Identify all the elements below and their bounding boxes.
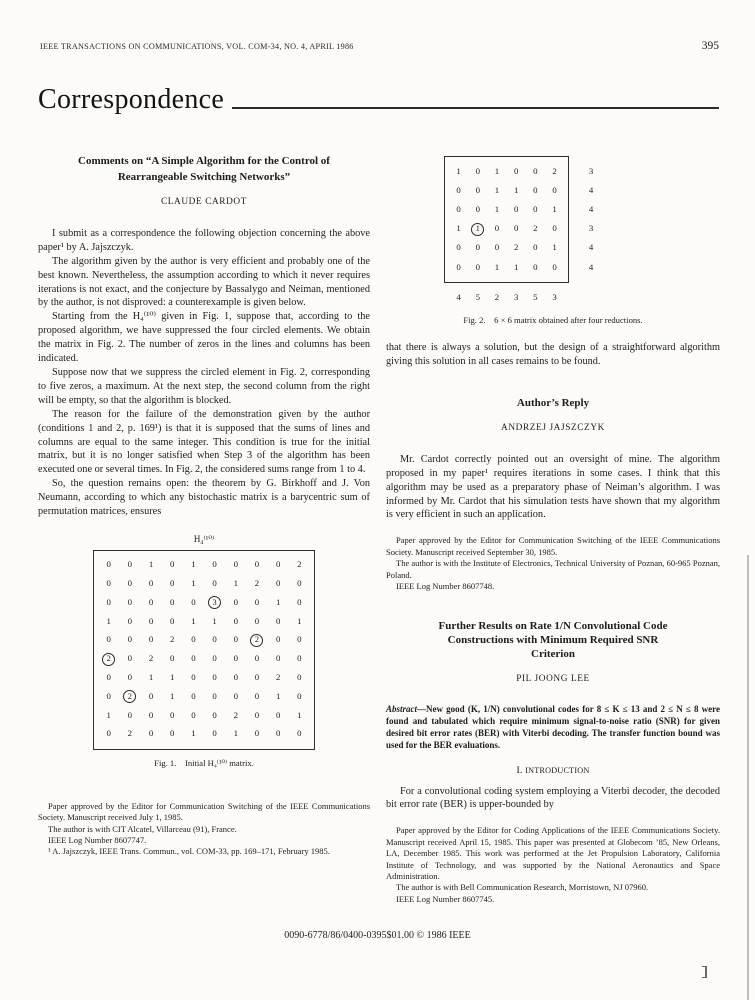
matrix-cell: 1 bbox=[494, 184, 500, 195]
matrix-cell: 0 bbox=[233, 596, 238, 607]
matrix-cell: 2 bbox=[513, 242, 519, 253]
matrix-cell: 0 bbox=[475, 204, 480, 215]
article2-title: Further Results on Rate 1/N Convolutional Code Constructions with Minimum Required SNR Criterion bbox=[438, 620, 668, 661]
article1-paragraph: The reason for the failure of the demonstration given by the author (conditions 1 and 2, p. 169¹) is that it is supposed that the sums of lines and columns are equal to the same integer. This condition is true for the initial matrix, but it is no longer satisfied when Step 3 of the algorithm has been executed one or several times. In Fig. 2, the considered sums range from 1 to 4. bbox=[38, 408, 370, 476]
article1-paragraph: So, the question remains open: the theorem by G. Birkhoff and J. Von Neumann, according to which any bistochastic matrix is a barycentric sum of permutation matrices, ensures bbox=[38, 478, 370, 518]
matrix-cell: 0 bbox=[127, 578, 133, 589]
figure-1-label: H₄⁽¹⁰⁾ bbox=[193, 533, 215, 544]
matrix-cell: 0 bbox=[456, 204, 461, 215]
matrix-cell: 0 bbox=[533, 204, 538, 215]
matrix-cell: 0 bbox=[275, 653, 281, 664]
matrix-cell: 0 bbox=[254, 596, 260, 607]
matrix-cell: 0 bbox=[233, 634, 238, 645]
circled-element: 2 bbox=[250, 634, 263, 647]
matrix-cell: 2 bbox=[297, 559, 302, 570]
matrix-cell: 0 bbox=[533, 261, 538, 272]
col-zero-count: 3 bbox=[552, 291, 557, 302]
matrix-cell: 0 bbox=[148, 615, 154, 626]
footnote: Paper approved by the Editor for Coding Applications of the IEEE Communications Society. Manuscript received April 15, 1985. This paper was presented at Globecom ’85, New Orleans, LA, December 1985. This work was performed at the Jet Propulsion Laboratory, California Institute of Technology, and was supported by the National Aeronautics and Space Administration. bbox=[386, 825, 720, 881]
matrix-cell: 0 bbox=[212, 634, 217, 645]
article1-paragraph: The algorithm given by the author is very efficient and probably one of the best known. Nevertheless, the assumption according to which it never requires iterations is not exact, and the conjecture by Bassalygo and Neiman, mentioned by the author, is not disproved: a counterexample is given below. bbox=[38, 255, 370, 309]
matrix-cell: 0 bbox=[297, 728, 302, 739]
matrix-row bbox=[98, 650, 310, 669]
matrix-cell: 1 bbox=[275, 690, 281, 701]
article2-author: PIL JOONG LEE bbox=[516, 674, 590, 685]
left-column bbox=[38, 148, 370, 858]
matrix-cell: 0 bbox=[297, 596, 302, 607]
matrix-cell: 1 bbox=[494, 165, 500, 176]
circled-element: 3 bbox=[208, 596, 221, 609]
matrix-cell: 1 bbox=[233, 578, 238, 589]
matrix-cell: 0 bbox=[127, 634, 133, 645]
page-header bbox=[40, 40, 719, 52]
matrix-cell: 0 bbox=[456, 261, 461, 272]
reply-body: Mr. Cardot correctly pointed out an oversight of mine. The algorithm proposed in my paper¹ requires iterations in some cases. I think that this algorithm may be used as a preparatory phase of Neiman’s algorithm. I was informed by Mr. Cardot that his simulation tests have shown that my algorithm is very efficient in such an application. bbox=[386, 453, 720, 521]
matrix-cell: 0 bbox=[212, 653, 217, 664]
matrix-cell: 0 bbox=[533, 242, 538, 253]
matrix-row bbox=[98, 631, 310, 650]
matrix-cell: 0 bbox=[552, 223, 557, 234]
matrix-cell: 0 bbox=[456, 184, 461, 195]
matrix-cell: 1 bbox=[106, 615, 111, 626]
row-zero-count: 3 bbox=[588, 165, 594, 176]
right-column bbox=[386, 148, 720, 905]
figure-2-cluster bbox=[444, 156, 597, 307]
matrix-cell: 2 bbox=[254, 578, 260, 589]
matrix-cell: 1 bbox=[513, 261, 519, 272]
matrix-cell: 0 bbox=[297, 578, 302, 589]
matrix-row bbox=[449, 239, 564, 258]
copyright-line: 0090-6778/86/0400-0395$01.00 © 1986 IEEE bbox=[284, 930, 471, 941]
col-zero-count: 4 bbox=[456, 291, 461, 302]
journal-line: IEEE TRANSACTIONS ON COMMUNICATIONS, VOL. COM-34, NO. 4, APRIL 1986 bbox=[40, 42, 354, 51]
article2-footnotes bbox=[386, 825, 720, 905]
matrix-cell: 0 bbox=[233, 653, 238, 664]
matrix-row bbox=[98, 669, 310, 688]
matrix-cell: 0 bbox=[148, 690, 154, 701]
col-zero-count: 5 bbox=[533, 291, 538, 302]
abstract-text: New good (K, 1/N) convolutional codes for 8 ≤ K ≤ 13 and 2 ≤ N ≤ 8 were found and tabulated which require minimum signal-to-noise ratio (SNR) for given desired bit error rates (BER) with Viterbi decoding. The transfer function bound was used for the BER evaluations. bbox=[386, 704, 720, 750]
footnote: IEEE Log Number 8607747. bbox=[48, 834, 147, 845]
matrix-cell: 1 bbox=[513, 184, 519, 195]
matrix-cell: 2 bbox=[148, 653, 154, 664]
matrix-cell: 1 bbox=[212, 615, 217, 626]
matrix-cell: 0 bbox=[191, 634, 196, 645]
matrix-cell: 0 bbox=[127, 615, 133, 626]
matrix-cell: 1 bbox=[494, 204, 500, 215]
scan-artifact-mark bbox=[702, 966, 707, 978]
figure-2-col-zero-counts bbox=[444, 288, 597, 307]
matrix-cell: 0 bbox=[170, 578, 175, 589]
matrix-row bbox=[449, 258, 564, 277]
matrix-cell: 0 bbox=[297, 653, 302, 664]
matrix-cell: 0 bbox=[275, 578, 281, 589]
matrix-cell: 1 bbox=[170, 690, 175, 701]
matrix-cell: 0 bbox=[233, 615, 238, 626]
matrix-cell: 0 bbox=[254, 709, 260, 720]
matrix-cell: 0 bbox=[233, 690, 238, 701]
abstract-label: Abstract— bbox=[386, 704, 427, 715]
reply-footnotes bbox=[386, 535, 720, 592]
matrix-cell: 0 bbox=[170, 559, 175, 570]
matrix-cell: 0 bbox=[254, 728, 260, 739]
row-zero-count: 4 bbox=[588, 261, 594, 272]
section-number: I. bbox=[516, 764, 523, 776]
matrix-cell: 0 bbox=[106, 672, 111, 683]
matrix-cell: 0 bbox=[297, 672, 302, 683]
matrix-cell: 0 bbox=[212, 559, 217, 570]
masthead bbox=[38, 84, 719, 116]
matrix-cell: 0 bbox=[170, 728, 175, 739]
article1-paragraph: I submit as a correspondence the following objection concerning the above paper¹ by A. Jajszczyk. bbox=[38, 227, 370, 253]
matrix-cell: 1 bbox=[148, 672, 154, 683]
matrix-cell: 0 bbox=[191, 653, 196, 664]
article1-continued-paragraph: that there is always a solution, but the design of a straightforward algorithm giving this solution in all cases remains to be found. bbox=[386, 342, 720, 368]
footnote: The author is with the Institute of Electronics, Technical University of Poznan, 60-965 Poznan, Poland. bbox=[386, 558, 720, 580]
section-heading-text: INTRODUCTION bbox=[525, 765, 590, 775]
matrix-cell: 1 bbox=[297, 615, 302, 626]
matrix-cell: 0 bbox=[254, 615, 260, 626]
matrix-cell: 0 bbox=[191, 672, 196, 683]
matrix-cell: 1 bbox=[456, 165, 461, 176]
circled-element: 2 bbox=[102, 653, 115, 666]
page-number: 395 bbox=[701, 40, 719, 52]
reply-author: ANDRZEJ JAJSZCZYK bbox=[501, 422, 605, 433]
matrix-cell: 2 bbox=[533, 223, 538, 234]
col-zero-count: 2 bbox=[494, 291, 500, 302]
matrix-cell: 0 bbox=[475, 242, 480, 253]
matrix-row bbox=[98, 556, 310, 575]
matrix-cell: 1 bbox=[494, 261, 500, 272]
matrix-row bbox=[449, 220, 564, 239]
scan-artifact-line bbox=[747, 555, 749, 1000]
matrix-cell bbox=[119, 687, 140, 706]
matrix-cell: 0 bbox=[106, 596, 111, 607]
matrix-cell: 1 bbox=[148, 559, 154, 570]
matrix-cell bbox=[468, 220, 487, 239]
circled-element: 2 bbox=[123, 690, 136, 703]
figure-1-caption: Fig. 1. Initial H₄⁽¹⁰⁾ matrix. bbox=[154, 757, 254, 768]
matrix-row bbox=[449, 162, 564, 181]
matrix-cell: 0 bbox=[106, 559, 111, 570]
matrix-row bbox=[98, 575, 310, 594]
footnote: ¹ A. Jajszczyk, IEEE Trans. Commun., vol. COM-33, pp. 169–171, February 1985. bbox=[48, 846, 330, 857]
matrix-cell: 1 bbox=[191, 578, 196, 589]
matrix-cell: 1 bbox=[191, 559, 196, 570]
matrix-cell bbox=[204, 593, 225, 612]
matrix-cell: 0 bbox=[475, 261, 480, 272]
matrix-cell: 0 bbox=[148, 578, 154, 589]
matrix-cell: 0 bbox=[191, 596, 196, 607]
matrix-row bbox=[98, 706, 310, 725]
matrix-cell: 0 bbox=[254, 690, 260, 701]
matrix-cell: 0 bbox=[148, 728, 154, 739]
matrix-cell: 0 bbox=[513, 223, 519, 234]
matrix-cell: 0 bbox=[533, 165, 538, 176]
matrix-cell: 0 bbox=[275, 728, 281, 739]
matrix-cell: 1 bbox=[552, 204, 557, 215]
matrix-cell: 0 bbox=[170, 709, 175, 720]
circled-element: 1 bbox=[471, 223, 484, 236]
figure-2-matrix bbox=[444, 156, 569, 283]
article1-paragraph: Starting from the H₄⁽¹⁰⁾ given in Fig. 1, suppose that, according to the proposed algorithm, we have suppressed the four circled elements. We obtain the matrix in Fig. 2. The number of zeros in the lines and columns has been indicated. bbox=[38, 311, 370, 365]
matrix-cell: 0 bbox=[212, 578, 217, 589]
figure-2-caption: Fig. 2. 6 × 6 matrix obtained after four reductions. bbox=[463, 315, 643, 326]
matrix-cell: 0 bbox=[170, 615, 175, 626]
matrix-cell: 2 bbox=[233, 709, 238, 720]
matrix-cell: 0 bbox=[475, 165, 480, 176]
col-zero-count: 5 bbox=[475, 291, 480, 302]
matrix-cell: 0 bbox=[148, 634, 154, 645]
row-zero-count: 4 bbox=[588, 184, 594, 195]
matrix-cell: 0 bbox=[513, 204, 519, 215]
matrix-cell: 0 bbox=[106, 728, 111, 739]
matrix-cell: 0 bbox=[127, 653, 133, 664]
figure-2-row-zero-counts bbox=[585, 156, 597, 283]
figure-1 bbox=[38, 533, 370, 771]
matrix-cell: 0 bbox=[127, 709, 133, 720]
matrix-cell: 0 bbox=[106, 578, 111, 589]
matrix-cell: 0 bbox=[456, 242, 461, 253]
matrix-row bbox=[449, 200, 564, 219]
matrix-cell: 0 bbox=[106, 634, 111, 645]
matrix-row bbox=[98, 725, 310, 744]
matrix-cell: 0 bbox=[275, 709, 281, 720]
matrix-cell: 0 bbox=[212, 690, 217, 701]
matrix-cell: 0 bbox=[254, 559, 260, 570]
matrix-cell: 0 bbox=[191, 709, 196, 720]
matrix-cell: 0 bbox=[254, 653, 260, 664]
matrix-cell: 0 bbox=[552, 184, 557, 195]
footnote: Paper approved by the Editor for Communication Switching of the IEEE Communications Society. Manuscript received July 1, 1985. bbox=[38, 800, 370, 823]
matrix-row bbox=[98, 612, 310, 631]
article1-paragraph: Suppose now that we suppress the circled element in Fig. 2, corresponding to five zeros, a maximum. At the next step, the second column from the right will be empty, so that the algorithm is blocked. bbox=[38, 366, 370, 406]
matrix-cell: 0 bbox=[233, 559, 238, 570]
article1-footnotes bbox=[38, 801, 370, 858]
matrix-cell: 0 bbox=[494, 223, 500, 234]
section-title: Correspondence bbox=[38, 84, 225, 115]
article1-title: Comments on “A Simple Algorithm for the Control of Rearrangeable Switching Networks” bbox=[78, 155, 330, 183]
row-zero-count: 4 bbox=[588, 204, 594, 215]
matrix-cell: 0 bbox=[494, 242, 500, 253]
matrix-cell: 1 bbox=[233, 728, 238, 739]
matrix-cell: 0 bbox=[127, 596, 133, 607]
matrix-cell: 0 bbox=[533, 184, 538, 195]
masthead-rule bbox=[232, 107, 719, 109]
row-zero-count: 3 bbox=[588, 223, 594, 234]
matrix-cell: 0 bbox=[297, 634, 302, 645]
matrix-cell: 0 bbox=[191, 690, 196, 701]
matrix-cell: 1 bbox=[106, 709, 111, 720]
matrix-cell: 1 bbox=[552, 242, 557, 253]
matrix-cell: 1 bbox=[170, 672, 175, 683]
matrix-cell bbox=[98, 650, 119, 669]
matrix-cell: 0 bbox=[170, 596, 175, 607]
matrix-cell: 0 bbox=[254, 672, 260, 683]
article2-section-heading bbox=[386, 764, 720, 778]
matrix-cell: 0 bbox=[212, 672, 217, 683]
matrix-row bbox=[449, 181, 564, 200]
matrix-cell: 0 bbox=[233, 672, 238, 683]
matrix-cell: 1 bbox=[191, 615, 196, 626]
article2-intro-paragraph: For a convolutional coding system employing a Viterbi decoder, the decoded bit error rate (BER) is upper-bounded by bbox=[386, 785, 720, 811]
figure-2 bbox=[386, 148, 720, 328]
matrix-cell: 2 bbox=[170, 634, 175, 645]
article2-abstract bbox=[386, 704, 720, 752]
footnote: Paper approved by the Editor for Communication Switching of the IEEE Communications Society. Manuscript received September 30, 1985. bbox=[386, 535, 720, 557]
matrix-cell: 1 bbox=[275, 596, 281, 607]
matrix-row bbox=[98, 593, 310, 612]
matrix-cell: 0 bbox=[275, 615, 281, 626]
matrix-cell: 0 bbox=[275, 634, 281, 645]
matrix-cell: 2 bbox=[127, 728, 133, 739]
figure-1-matrix bbox=[93, 550, 315, 750]
matrix-cell: 0 bbox=[127, 559, 133, 570]
matrix-cell: 2 bbox=[552, 165, 557, 176]
footnote: The author is with CIT Alcatel, Villarceau (91), France. bbox=[48, 823, 237, 834]
matrix-cell: 0 bbox=[106, 690, 111, 701]
matrix-cell: 1 bbox=[191, 728, 196, 739]
reply-heading: Author’s Reply bbox=[516, 397, 590, 410]
matrix-cell: 0 bbox=[513, 165, 519, 176]
footnote: The author is with Bell Communication Research, Morristown, NJ 07960. bbox=[396, 882, 649, 893]
matrix-cell: 1 bbox=[456, 223, 461, 234]
matrix-cell: 0 bbox=[148, 596, 154, 607]
matrix-cell bbox=[246, 631, 267, 650]
matrix-cell: 0 bbox=[552, 261, 557, 272]
matrix-cell: 0 bbox=[475, 184, 480, 195]
matrix-cell: 0 bbox=[275, 559, 281, 570]
matrix-cell: 0 bbox=[170, 653, 175, 664]
matrix-cell: 0 bbox=[127, 672, 133, 683]
matrix-cell: 1 bbox=[297, 709, 302, 720]
matrix-cell: 0 bbox=[212, 709, 217, 720]
footnote: IEEE Log Number 8607745. bbox=[396, 893, 495, 904]
matrix-cell: 0 bbox=[212, 728, 217, 739]
matrix-cell: 0 bbox=[148, 709, 154, 720]
matrix-cell: 2 bbox=[275, 672, 281, 683]
row-zero-count: 4 bbox=[588, 242, 594, 253]
article1-author: CLAUDE CARDOT bbox=[160, 197, 248, 207]
matrix-row bbox=[98, 687, 310, 706]
footnote: IEEE Log Number 8607748. bbox=[396, 581, 495, 591]
col-zero-count: 3 bbox=[513, 291, 519, 302]
matrix-cell: 0 bbox=[297, 690, 302, 701]
